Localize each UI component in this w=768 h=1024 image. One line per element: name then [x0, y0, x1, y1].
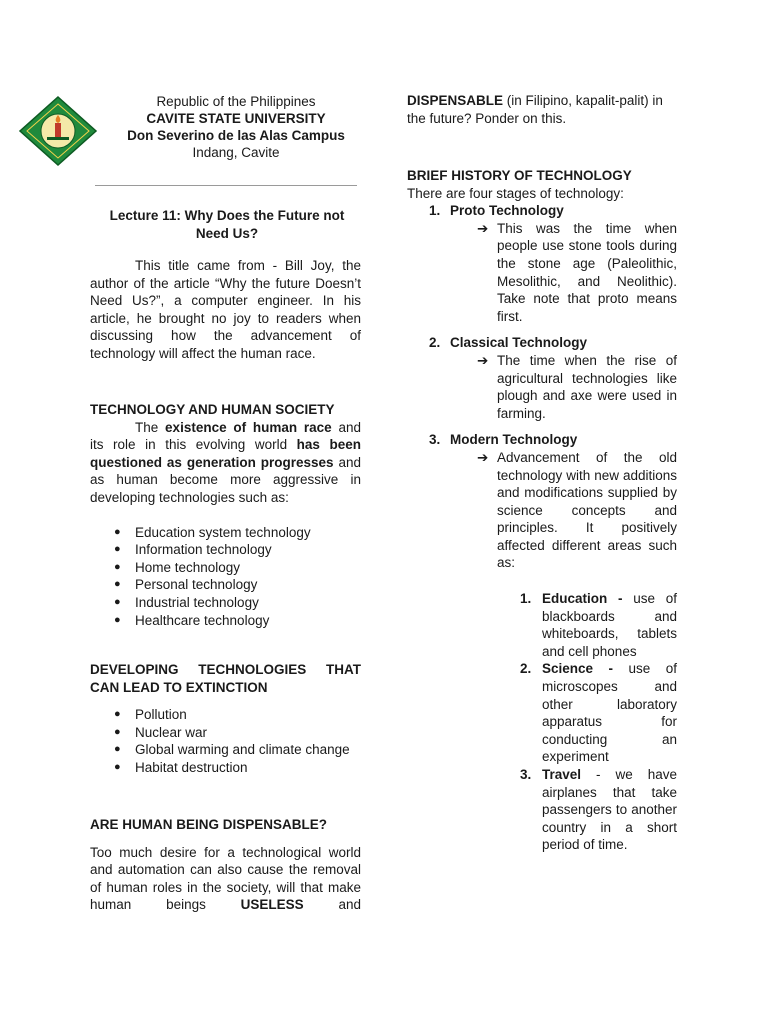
intro-text: This title came from - Bill Joy, the author of the article “Why the future Doesn’t Need Us?”, a computer engineer. In his article, he brought no joy to readers when discussing how the advancement of technology will affect the human race.	[90, 258, 361, 361]
section-heading: DEVELOPING TECHNOLOGIES THAT CAN LEAD TO EXTINCTION	[90, 662, 361, 695]
header-republic: Republic of the Philippines	[156, 94, 316, 109]
text-run: (in Filipino, kapalit-palit) in the future? Ponder on this.	[407, 93, 663, 126]
section-heading: ARE HUMAN BEING DISPENSABLE?	[90, 817, 328, 832]
stage-title	[429, 431, 678, 449]
text-run: The	[135, 419, 166, 435]
section-paragraph	[90, 419, 361, 507]
list-item: ● Global warming and climate change	[90, 741, 361, 759]
list-item: ● Habitat destruction	[90, 759, 361, 777]
text-run-bold: existence of human race	[165, 419, 332, 435]
text-run-bold: USELESS	[240, 897, 304, 913]
list-item: ● Pollution	[90, 706, 361, 724]
history-intro: There are four stages of technology:	[407, 185, 624, 201]
area-item	[520, 660, 678, 766]
area-text: - we have airplanes that take passengers to another country in a short period of time.	[542, 767, 677, 853]
area-number: 2.	[520, 661, 532, 677]
stage-title	[429, 334, 678, 352]
area-number: 3.	[520, 767, 532, 782]
area-text: use of microscopes and other laboratory apparatus for conducting an experiment	[542, 661, 678, 765]
extinction-list	[90, 706, 361, 776]
list-item: ● Home technology	[90, 559, 361, 577]
stage-description-text: Advancement of the old technology with new additions and modifications supplied by science concepts and principles. It positively affected different areas such as:	[497, 449, 677, 571]
stage-item	[429, 202, 678, 325]
stage-number: 2.	[429, 335, 441, 351]
list-item: ● Personal technology	[90, 576, 361, 594]
stage-title	[429, 202, 678, 220]
list-item: ● Education system technology	[90, 524, 361, 542]
arrow-icon: ➔	[477, 352, 489, 368]
section-dispensable	[90, 816, 361, 932]
list-item: ● Industrial technology	[90, 594, 361, 612]
stage-title-text: Classical Technology	[450, 335, 588, 351]
list-item: ● Information technology	[90, 541, 361, 559]
section-technology-society	[90, 401, 361, 629]
area-label: Travel	[542, 767, 582, 782]
technology-list	[90, 524, 361, 630]
text-run-bold: DISPENSABLE	[407, 93, 504, 108]
area-text: use of blackboards and whiteboards, tablets and cell phones	[542, 591, 678, 659]
section-heading: BRIEF HISTORY OF TECHNOLOGY	[407, 168, 632, 183]
section-paragraph	[407, 92, 678, 127]
stage-description	[477, 352, 677, 422]
stage-item	[429, 334, 678, 422]
dispensable-continuation	[407, 92, 678, 127]
area-item	[520, 766, 677, 854]
list-item: ● Nuclear war	[90, 724, 361, 742]
university-seal-logo	[18, 95, 98, 167]
area-number: 1.	[520, 591, 532, 607]
list-item: ● Healthcare technology	[90, 612, 361, 630]
text-run: and as human become more aggressive in developing technologies such as:	[90, 454, 361, 505]
stage-description-text: The time when the rise of agricultural technologies like plough and axe were used in farming.	[497, 352, 677, 421]
lecture-title: Lecture 11: Why Does the Future not Need Us?	[109, 208, 345, 241]
stage-description	[477, 449, 677, 572]
stage-description	[477, 220, 677, 326]
header-campus: Don Severino de las Alas Campus	[127, 128, 345, 143]
arrow-icon: ➔	[477, 220, 489, 236]
text-run-bold: has been questioned as generation progresses	[90, 437, 361, 470]
stage-title-text: Modern Technology	[450, 432, 578, 448]
stage-item	[429, 431, 678, 572]
arrow-icon: ➔	[477, 449, 489, 465]
header-divider	[95, 185, 357, 186]
stage-number: 1.	[429, 203, 441, 219]
section-history	[407, 167, 678, 854]
stage-title-text: Proto Technology	[450, 203, 564, 219]
text-run: and	[303, 897, 362, 913]
stage-number: 3.	[429, 432, 441, 448]
header-location: Indang, Cavite	[192, 145, 280, 160]
area-item	[520, 590, 678, 660]
area-label: Education -	[542, 591, 623, 607]
header-university: CAVITE STATE UNIVERSITY	[146, 111, 326, 126]
area-label: Science -	[542, 661, 614, 677]
section-extinction	[90, 661, 361, 777]
section-paragraph	[90, 844, 361, 932]
stage-description-text: This was the time when people use stone tools during the stone age (Paleolithic, Mesolithic, and Neolithic). Take note that proto means first.	[497, 220, 677, 324]
text-run: Too much desire for a technological world and automation can also cause the removal of human roles in the society, will that make human beings	[90, 844, 361, 913]
intro-paragraph	[90, 257, 361, 363]
areas-list	[520, 590, 678, 854]
section-heading: TECHNOLOGY AND HUMAN SOCIETY	[90, 402, 335, 417]
text-run: and its role in this evolving world	[90, 419, 361, 453]
